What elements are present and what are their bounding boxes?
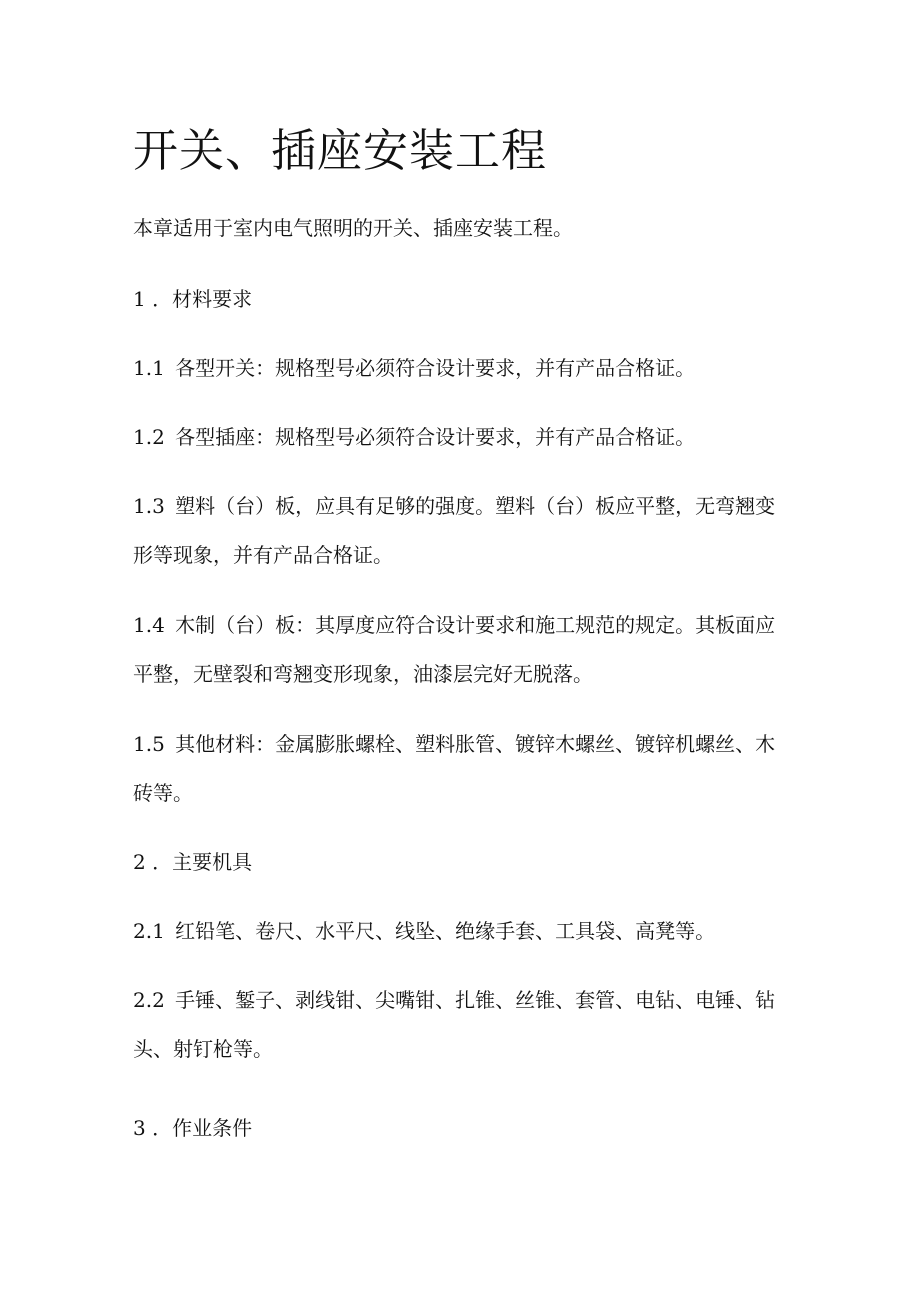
- section-heading-text: 主要机具: [172, 850, 253, 874]
- item-number: 1.2: [133, 425, 165, 449]
- section-number: 3 ．: [133, 1116, 173, 1140]
- section-heading-text: 材料要求: [172, 287, 253, 311]
- item-text-line-1: 其他材料：金属膨胀螺栓、塑料胀管、镀锌木螺丝、镀锌机螺丝、木: [175, 732, 776, 756]
- item-1-1: [133, 353, 793, 383]
- item-text: 各型开关：规格型号必须符合设计要求，并有产品合格证。: [175, 356, 696, 380]
- item-2-1: [133, 916, 793, 946]
- document-title: 开关、插座安装工程: [133, 124, 548, 177]
- section-number: 2 ．: [133, 850, 173, 874]
- item-1-3-continuation: 形等现象，并有产品合格证。: [133, 543, 393, 567]
- item-number: 2.1: [133, 919, 165, 943]
- item-1-4-continuation: 平整，无壁裂和弯翘变形现象，油漆层完好无脱落。: [133, 662, 593, 686]
- item-text: 各型插座：规格型号必须符合设计要求，并有产品合格证。: [175, 425, 696, 449]
- item-number: 1.4: [133, 613, 165, 637]
- section-3-heading: [133, 1113, 793, 1143]
- item-2-2: [133, 985, 793, 1015]
- item-text-line-1: 塑料（台）板，应具有足够的强度。塑料（台）板应平整，无弯翘变: [175, 494, 776, 518]
- item-number: 1.3: [133, 494, 165, 518]
- item-2-2-continuation: 头、射钉枪等。: [133, 1037, 273, 1061]
- item-1-5-continuation: 砖等。: [133, 781, 193, 805]
- item-number: 2.2: [133, 988, 165, 1012]
- item-1-2: [133, 422, 793, 452]
- item-number: 1.1: [133, 356, 165, 380]
- section-1-heading: [133, 284, 793, 314]
- item-text-line-1: 木制（台）板：其厚度应符合设计要求和施工规范的规定。其板面应: [175, 613, 776, 637]
- section-2-heading: [133, 847, 793, 877]
- section-number: 1 ．: [133, 287, 173, 311]
- item-number: 1.5: [133, 732, 165, 756]
- section-heading-text: 作业条件: [172, 1116, 253, 1140]
- item-1-5: [133, 729, 793, 759]
- item-text-line-1: 手锤、錾子、剥线钳、尖嘴钳、扎锥、丝锥、套管、电钻、电锤、钻: [175, 988, 776, 1012]
- item-text: 红铅笔、卷尺、水平尺、线坠、绝缘手套、工具袋、高凳等。: [175, 919, 716, 943]
- intro-paragraph: 本章适用于室内电气照明的开关、插座安装工程。: [133, 216, 573, 240]
- item-1-3: [133, 491, 793, 521]
- item-1-4: [133, 610, 793, 640]
